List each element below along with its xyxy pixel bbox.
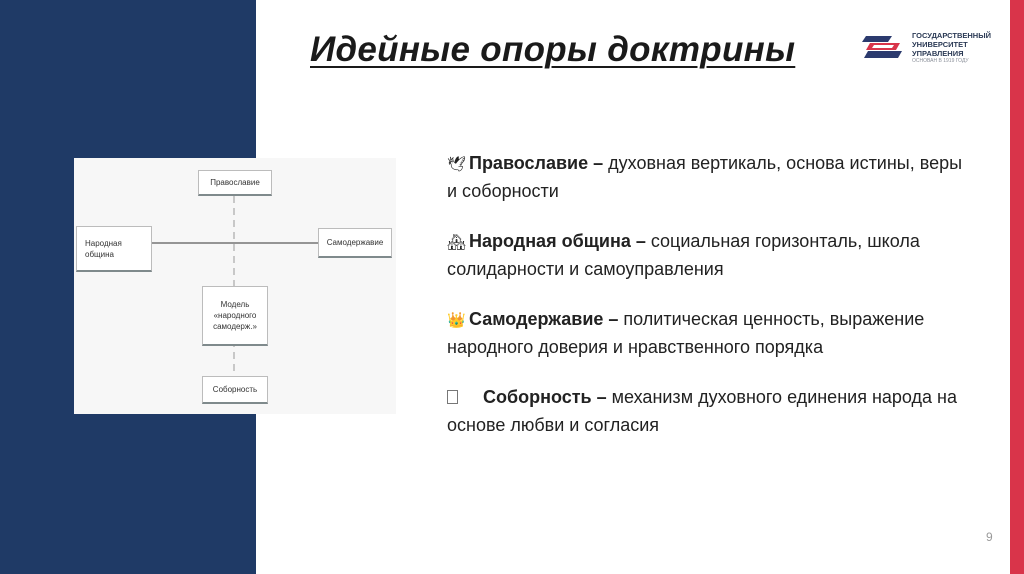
- node-sobornost: Соборность: [202, 376, 268, 404]
- right-accent-strip: [1010, 0, 1024, 574]
- node-orthodoxy: Православие: [198, 170, 272, 196]
- university-logo: [862, 30, 998, 70]
- slide-title: Идейные опоры доктрины: [310, 30, 796, 69]
- list-item: 👑 Самодержавие – политическая ценность, выражение народного доверия и нравственного порядка: [447, 309, 925, 357]
- village-icon: 🏘: [447, 234, 467, 251]
- pillars-list: [447, 150, 967, 462]
- crown-icon: 👑: [447, 312, 466, 329]
- node-community: Народная община: [76, 226, 152, 272]
- node-model: Модель «народного самодерж.»: [202, 286, 268, 346]
- logo-subtext: ОСНОВАН В 1919 ГОДУ: [912, 58, 969, 64]
- page-number: 9: [986, 530, 993, 544]
- logo-mark-icon: [862, 30, 904, 64]
- list-item: Соборность – механизм духовного единения народа на основе любви и согласия: [447, 387, 957, 435]
- missing-glyph-icon: [447, 386, 483, 412]
- dove-icon: 🕊: [447, 156, 467, 173]
- node-autocracy: Самодержавие: [318, 228, 392, 258]
- list-item: 🕊 Православие – духовная вертикаль, основа истины, веры и соборности: [447, 153, 963, 201]
- doctrine-diagram: [74, 158, 396, 414]
- list-item: 🏘 Народная община – социальная горизонталь, школа солидарности и самоуправления: [447, 231, 920, 279]
- logo-text: ГОСУДАРСТВЕННЫЙ УНИВЕРСИТЕТ УПРАВЛЕНИЯ: [912, 31, 991, 58]
